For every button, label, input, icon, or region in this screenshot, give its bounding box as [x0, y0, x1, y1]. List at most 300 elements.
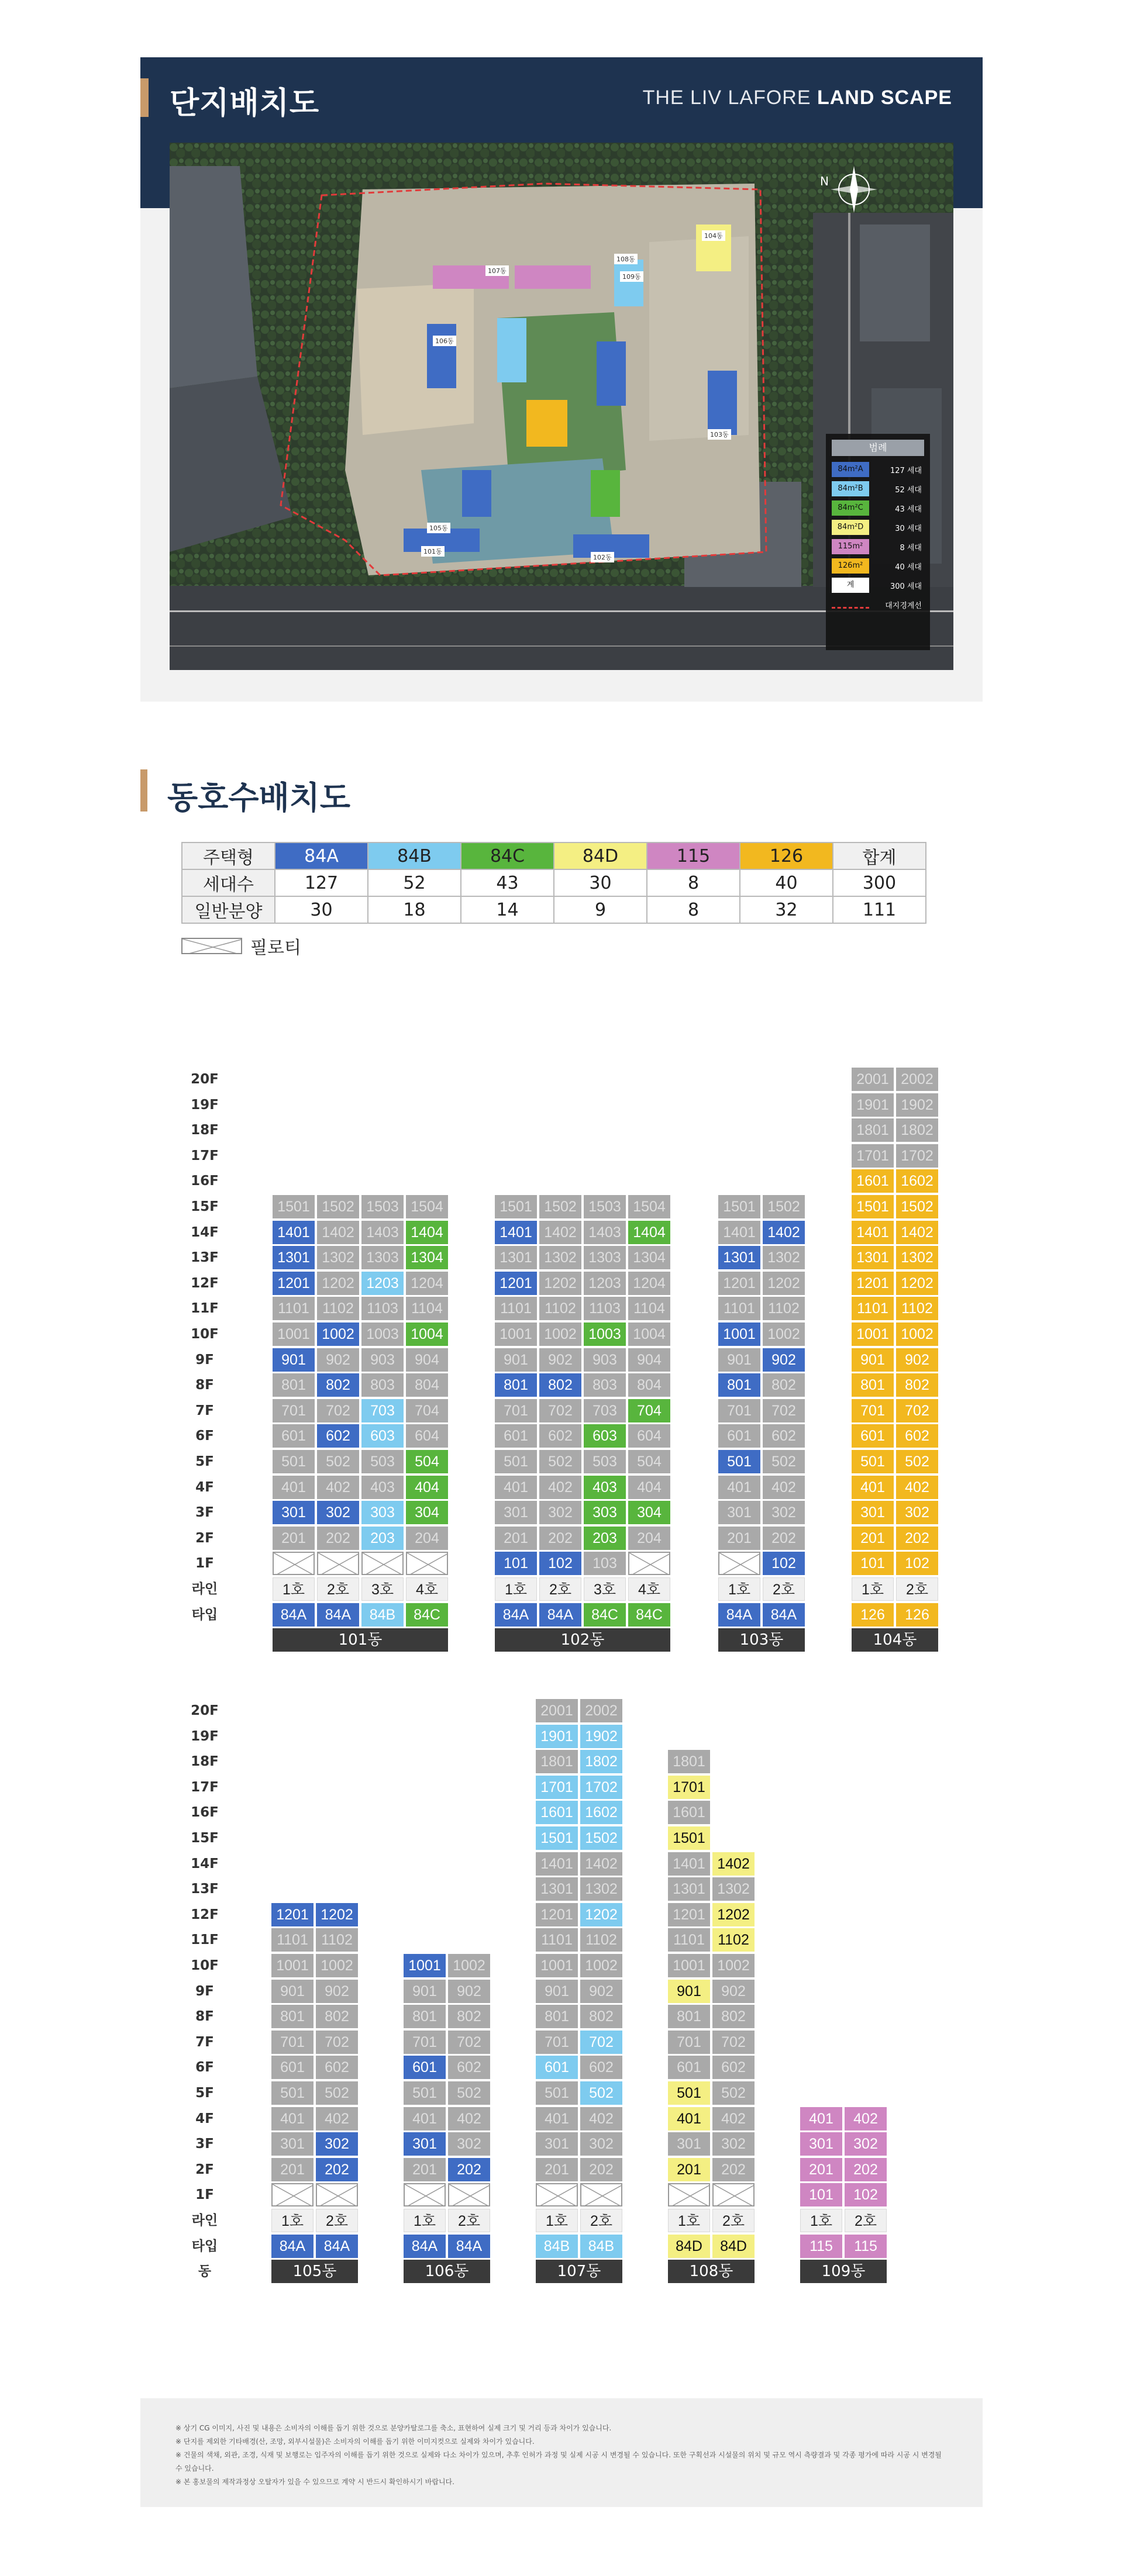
piloti-cross-icon [448, 2183, 490, 2206]
unit-cell: 2001 [852, 1068, 894, 1091]
unit-cell: 1202 [317, 1272, 359, 1295]
unit-cell: 1301 [852, 1246, 894, 1269]
line-cell: 3호 [584, 1577, 626, 1601]
unit-cell: 1001 [495, 1322, 537, 1346]
unit-cell: 1501 [536, 1826, 578, 1850]
unit-cell: 902 [539, 1348, 581, 1372]
unit-cell: 501 [271, 2081, 314, 2105]
unit-cell: 1301 [668, 1877, 710, 1901]
unit-cell: 901 [536, 1980, 578, 2003]
unit-cell: 203 [584, 1527, 626, 1550]
unit-cell: 901 [852, 1348, 894, 1372]
unit-cell: 202 [896, 1527, 938, 1550]
summary-cell: 111 [833, 896, 926, 923]
disclaimer-box [140, 2398, 983, 2507]
unit-cell: 1801 [536, 1750, 578, 1773]
unit-cell: 202 [317, 1527, 359, 1550]
piloti-cross-icon [668, 2183, 710, 2206]
unit-cell: 802 [317, 1373, 359, 1397]
unit-cell: 1201 [271, 1903, 314, 1926]
type-row-label: 타입 [191, 2238, 218, 2254]
unit-cell: 1102 [896, 1297, 938, 1320]
legend-count: 대지경계선 [885, 601, 922, 610]
site-plan-section [140, 57, 983, 702]
piloti-cross-icon [316, 2183, 358, 2206]
unit-cell: 1702 [896, 1144, 938, 1168]
unit-cell: 1201 [273, 1272, 315, 1295]
unit-cell: 801 [536, 2005, 578, 2028]
unit-cell: 1401 [668, 1852, 710, 1876]
legend-count: 300 세대 [890, 582, 922, 591]
unit-cell: 1301 [273, 1246, 315, 1269]
unit-cell: 201 [271, 2158, 314, 2181]
unit-cell: 503 [361, 1450, 404, 1473]
unit-cell: 1002 [539, 1322, 581, 1346]
legend-row [832, 576, 924, 594]
unit-cell: 1801 [852, 1118, 894, 1142]
unit-cell: 1401 [852, 1221, 894, 1244]
unit-cell: 602 [448, 2056, 490, 2079]
floor-label: 2F [195, 2161, 214, 2177]
building-name-label: 106동 [404, 2260, 490, 2283]
unit-cell: 202 [316, 2158, 358, 2181]
unit-cell: 1502 [539, 1195, 581, 1218]
floor-label: 4F [195, 1479, 214, 1495]
unit-cell: 801 [718, 1373, 760, 1397]
unit-cell: 604 [628, 1424, 670, 1448]
unit-cell: 201 [536, 2158, 578, 2181]
legend-row [832, 557, 924, 575]
legend-swatch: 84m²B [832, 481, 869, 496]
unit-cell: 904 [406, 1348, 448, 1372]
unit-cell: 1203 [361, 1272, 404, 1295]
plan-building-tag: 101동 [421, 546, 445, 557]
unit-cell: 401 [800, 2107, 842, 2130]
legend-row [832, 461, 924, 478]
floor-label: 10F [191, 1327, 219, 1342]
line-cell: 2호 [896, 1577, 938, 1601]
line-cell: 1호 [404, 2209, 446, 2232]
unit-cell: 401 [273, 1476, 315, 1499]
line-cell: 1호 [718, 1577, 760, 1601]
section-accent-bar [140, 78, 149, 117]
legend-row [832, 480, 924, 498]
unit-cell: 1003 [361, 1322, 404, 1346]
legend-count: 30 세대 [895, 524, 922, 533]
unit-cell: 1801 [668, 1750, 710, 1773]
floor-label: 18F [191, 1754, 219, 1770]
floor-label: 8F [195, 2009, 214, 2025]
unit-cell: 402 [317, 1476, 359, 1499]
unit-cell: 902 [448, 1980, 490, 2003]
summary-cell: 8 [647, 869, 740, 896]
type-row-label: 타입 [191, 1607, 218, 1622]
floor-label: 12F [191, 1275, 219, 1291]
legend-row [832, 519, 924, 536]
unit-cell: 1901 [852, 1093, 894, 1117]
unit-cell: 1201 [536, 1903, 578, 1926]
unit-cell: 301 [718, 1501, 760, 1524]
floor-label: 10F [191, 1958, 219, 1973]
unit-cell: 1601 [536, 1801, 578, 1824]
unit-cell: 1501 [852, 1195, 894, 1218]
type-cell: 84B [536, 2235, 578, 2258]
summary-header-cell: 주택형 [182, 842, 275, 869]
unit-cell: 1503 [361, 1195, 404, 1218]
legend-count: 43 세대 [895, 505, 922, 514]
unit-cell: 401 [404, 2107, 446, 2130]
unit-cell: 402 [712, 2107, 755, 2130]
unit-cell: 601 [271, 2056, 314, 2079]
summary-row-households [182, 869, 926, 896]
unit-cell: 802 [763, 1373, 805, 1397]
summary-cell: 30 [554, 869, 647, 896]
floor-label: 16F [191, 1173, 219, 1189]
line-cell: 4호 [406, 1577, 448, 1601]
floor-label: 19F [191, 1728, 219, 1744]
line-cell: 2호 [448, 2209, 490, 2232]
type-cell: 84D [712, 2235, 755, 2258]
site-plan-title: 단지배치도 [170, 86, 320, 121]
summary-cell: 52 [368, 869, 461, 896]
line-cell: 2호 [539, 1577, 581, 1601]
disclaimer-line: ※ 단지를 제외한 기타배경(산, 조망, 외부시설물)은 소비자의 이해를 돕기 위한 이미지컷으로 실제와 차이가 있습니다. [175, 2437, 535, 2446]
floor-label: 17F [191, 1148, 219, 1163]
piloti-cross-icon [273, 1552, 315, 1575]
section-accent-bar [140, 769, 147, 812]
unit-cell: 401 [718, 1476, 760, 1499]
unit-cell: 101 [852, 1552, 894, 1575]
unit-cell: 1501 [273, 1195, 315, 1218]
line-cell: 2호 [317, 1577, 359, 1601]
legend-count: 40 세대 [895, 562, 922, 572]
unit-cell: 601 [273, 1424, 315, 1448]
unit-cell: 501 [536, 2081, 578, 2105]
legend-swatch: 84m²C [832, 500, 869, 516]
legend-swatch: 126m² [832, 558, 869, 574]
building-name-label: 103동 [718, 1628, 805, 1652]
legend-rows [832, 461, 924, 613]
unit-cell: 501 [273, 1450, 315, 1473]
unit-cell: 301 [271, 2132, 314, 2156]
unit-cell: 102 [763, 1552, 805, 1575]
summary-cell: 40 [740, 869, 833, 896]
unit-cell: 901 [718, 1348, 760, 1372]
unit-cell: 1601 [852, 1169, 894, 1193]
type-cell: 126 [896, 1603, 938, 1627]
unit-cell: 1304 [406, 1246, 448, 1269]
legend-count: 8 세대 [900, 543, 922, 553]
unit-cell: 1104 [406, 1297, 448, 1320]
line-row-label: 라인 [191, 1581, 218, 1597]
line-cell: 1호 [495, 1577, 537, 1601]
type-cell: 84C [628, 1603, 670, 1627]
summary-header-cell: 84C [461, 842, 554, 869]
floor-label: 3F [195, 2136, 214, 2152]
unit-cell: 1102 [317, 1297, 359, 1320]
unit-layout-title: 동호수배치도 [167, 779, 350, 816]
summary-cell: 300 [833, 869, 926, 896]
unit-cell: 1402 [763, 1221, 805, 1244]
unit-cell: 1002 [448, 1954, 490, 1977]
floor-label: 15F [191, 1831, 219, 1846]
floor-label: 5F [195, 2085, 214, 2101]
unit-cell: 304 [628, 1501, 670, 1524]
unit-cell: 1002 [712, 1954, 755, 1977]
unit-cell: 802 [448, 2005, 490, 2028]
summary-cell: 30 [275, 896, 368, 923]
unit-cell: 1701 [668, 1776, 710, 1799]
unit-cell: 301 [273, 1501, 315, 1524]
unit-cell: 401 [668, 2107, 710, 2130]
unit-cell: 1302 [896, 1246, 938, 1269]
plan-building-tag: 107동 [485, 265, 509, 276]
unit-cell: 502 [896, 1450, 938, 1473]
unit-cell: 1401 [718, 1221, 760, 1244]
unit-cell: 1302 [763, 1246, 805, 1269]
plan-building-tag: 102동 [591, 552, 614, 562]
unit-cell: 1502 [896, 1195, 938, 1218]
type-cell: 84B [361, 1603, 404, 1627]
floor-label: 17F [191, 1779, 219, 1795]
unit-cell: 301 [404, 2132, 446, 2156]
type-cell: 84A [316, 2235, 358, 2258]
floor-label: 9F [195, 1352, 214, 1368]
unit-cell: 1902 [580, 1725, 622, 1748]
unit-cell: 701 [271, 2031, 314, 2054]
floor-label: 1F [195, 2187, 214, 2203]
unit-cell: 1001 [668, 1954, 710, 1977]
unit-cell: 1502 [763, 1195, 805, 1218]
unit-cell: 201 [852, 1527, 894, 1550]
unit-cell: 502 [580, 2081, 622, 2105]
unit-cell: 1103 [584, 1297, 626, 1320]
unit-cell: 1503 [584, 1195, 626, 1218]
site-plan-subtitle: THE LIV LAFORE LAND SCAPE [642, 87, 952, 109]
unit-cell: 201 [668, 2158, 710, 2181]
unit-cell: 202 [712, 2158, 755, 2181]
piloti-cross-icon [361, 1552, 404, 1575]
floor-label: 6F [195, 2060, 214, 2076]
unit-cell: 504 [406, 1450, 448, 1473]
unit-cell: 1701 [536, 1776, 578, 1799]
building-name-label: 104동 [852, 1628, 938, 1652]
floor-label: 1F [195, 1556, 214, 1572]
unit-cell: 1304 [628, 1246, 670, 1269]
line-cell: 2호 [845, 2209, 887, 2232]
unit-cell: 1402 [896, 1221, 938, 1244]
unit-cell: 1202 [763, 1272, 805, 1295]
legend-swatch [832, 600, 869, 609]
unit-cell: 902 [763, 1348, 805, 1372]
unit-cell: 101 [800, 2183, 842, 2206]
unit-cell: 1901 [536, 1725, 578, 1748]
unit-cell: 204 [406, 1527, 448, 1550]
unit-cell: 604 [406, 1424, 448, 1448]
unit-cell: 1001 [536, 1954, 578, 1977]
unit-cell: 1203 [584, 1272, 626, 1295]
summary-cell: 18 [368, 896, 461, 923]
unit-cell: 702 [448, 2031, 490, 2054]
unit-cell: 301 [668, 2132, 710, 2156]
type-cell: 84C [406, 1603, 448, 1627]
type-cell: 84D [668, 2235, 710, 2258]
unit-cell: 1504 [628, 1195, 670, 1218]
floor-label: 14F [191, 1856, 219, 1871]
plan-building-tag: 103동 [708, 429, 731, 440]
piloti-cross-icon [628, 1552, 670, 1575]
type-cell: 115 [845, 2235, 887, 2258]
unit-cell: 1101 [668, 1928, 710, 1952]
unit-cell: 502 [712, 2081, 755, 2105]
unit-cell: 1401 [536, 1852, 578, 1876]
unit-cell: 802 [316, 2005, 358, 2028]
unit-cell: 501 [404, 2081, 446, 2105]
legend-row [832, 596, 924, 613]
piloti-cross-icon [271, 2183, 314, 2206]
unit-cell: 704 [628, 1399, 670, 1422]
unit-cell: 701 [852, 1399, 894, 1422]
line-cell: 3호 [361, 1577, 404, 1601]
unit-cell: 402 [763, 1476, 805, 1499]
unit-cell: 1501 [718, 1195, 760, 1218]
unit-cell: 403 [584, 1476, 626, 1499]
piloti-cross-icon [181, 938, 242, 954]
unit-cell: 302 [539, 1501, 581, 1524]
unit-cell: 1102 [763, 1297, 805, 1320]
unit-cell: 304 [406, 1501, 448, 1524]
unit-cell: 502 [539, 1450, 581, 1473]
summary-row-general-sale [182, 896, 926, 923]
line-cell: 1호 [800, 2209, 842, 2232]
legend-title: 범례 [832, 440, 924, 456]
unit-cell: 1002 [317, 1322, 359, 1346]
unit-cell: 1103 [361, 1297, 404, 1320]
unit-cell: 201 [718, 1527, 760, 1550]
unit-cell: 1102 [712, 1928, 755, 1952]
type-cell: 84A [448, 2235, 490, 2258]
unit-cell: 902 [580, 1980, 622, 2003]
unit-cell: 302 [316, 2132, 358, 2156]
unit-cell: 1701 [852, 1144, 894, 1168]
unit-cell: 804 [406, 1373, 448, 1397]
unit-cell: 202 [845, 2158, 887, 2181]
unit-cell: 802 [896, 1373, 938, 1397]
unit-cell: 101 [495, 1552, 537, 1575]
unit-cell: 601 [852, 1424, 894, 1448]
unit-cell: 301 [495, 1501, 537, 1524]
unit-cell: 704 [406, 1399, 448, 1422]
unit-cell: 1504 [406, 1195, 448, 1218]
unit-cell: 801 [273, 1373, 315, 1397]
unit-cell: 801 [271, 2005, 314, 2028]
unit-cell: 1001 [273, 1322, 315, 1346]
type-cell: 84A [317, 1603, 359, 1627]
floor-label: 7F [195, 2034, 214, 2050]
unit-cell: 702 [316, 2031, 358, 2054]
floor-label: 11F [191, 1932, 219, 1948]
unit-cell: 701 [668, 2031, 710, 2054]
unit-cell: 801 [404, 2005, 446, 2028]
unit-cell: 602 [712, 2056, 755, 2079]
building-name-label: 101동 [273, 1628, 448, 1652]
line-cell: 1호 [668, 2209, 710, 2232]
unit-cell: 1502 [580, 1826, 622, 1850]
unit-cell: 901 [404, 1980, 446, 2003]
floor-label: 3F [195, 1505, 214, 1521]
unit-cell: 504 [628, 1450, 670, 1473]
line-cell: 1호 [536, 2209, 578, 2232]
line-cell: 1호 [852, 1577, 894, 1601]
unit-cell: 202 [539, 1527, 581, 1550]
unit-cell: 1302 [580, 1877, 622, 1901]
unit-cell: 2002 [896, 1068, 938, 1091]
unit-cell: 402 [845, 2107, 887, 2130]
unit-cell: 1301 [536, 1877, 578, 1901]
unit-cell: 802 [580, 2005, 622, 2028]
summary-cell: 32 [740, 896, 833, 923]
unit-cell: 601 [718, 1424, 760, 1448]
unit-cell: 402 [448, 2107, 490, 2130]
unit-cell: 1202 [712, 1903, 755, 1926]
floor-label: 13F [191, 1250, 219, 1266]
unit-cell: 401 [495, 1476, 537, 1499]
unit-cell: 404 [628, 1476, 670, 1499]
unit-cell: 1101 [495, 1297, 537, 1320]
type-cell: 84A [273, 1603, 315, 1627]
type-cell: 84A [763, 1603, 805, 1627]
unit-cell: 601 [495, 1424, 537, 1448]
unit-cell: 302 [763, 1501, 805, 1524]
unit-cell: 1501 [668, 1826, 710, 1850]
unit-cell: 1102 [539, 1297, 581, 1320]
unit-cell: 302 [845, 2132, 887, 2156]
unit-cell: 902 [896, 1348, 938, 1372]
unit-cell: 1402 [580, 1852, 622, 1876]
unit-cell: 602 [539, 1424, 581, 1448]
line-cell: 1호 [273, 1577, 315, 1601]
piloti-cross-icon [404, 2183, 446, 2206]
unit-cell: 1602 [896, 1169, 938, 1193]
piloti-cross-icon [317, 1552, 359, 1575]
unit-cell: 1102 [316, 1928, 358, 1952]
unit-cell: 1402 [712, 1852, 755, 1876]
unit-cell: 901 [668, 1980, 710, 2003]
unit-cell: 401 [536, 2107, 578, 2130]
piloti-cross-icon [536, 2183, 578, 2206]
unit-cell: 1502 [317, 1195, 359, 1218]
unit-cell: 203 [361, 1527, 404, 1550]
unit-cell: 1101 [273, 1297, 315, 1320]
building-name-label: 102동 [495, 1628, 670, 1652]
unit-cell: 302 [712, 2132, 755, 2156]
floor-label: 2F [195, 1530, 214, 1546]
unit-cell: 1302 [712, 1877, 755, 1901]
unit-cell: 1602 [580, 1801, 622, 1824]
unit-cell: 202 [448, 2158, 490, 2181]
unit-cell: 1204 [628, 1272, 670, 1295]
summary-header-cell: 84B [368, 842, 461, 869]
unit-cell: 402 [316, 2107, 358, 2130]
unit-cell: 202 [763, 1527, 805, 1550]
unit-cell: 401 [852, 1476, 894, 1499]
unit-cell: 1101 [852, 1297, 894, 1320]
floor-label: 4F [195, 2111, 214, 2126]
compass-north-label: N [820, 174, 829, 188]
unit-cell: 703 [584, 1399, 626, 1422]
unit-cell: 1702 [580, 1776, 622, 1799]
unit-cell: 501 [852, 1450, 894, 1473]
